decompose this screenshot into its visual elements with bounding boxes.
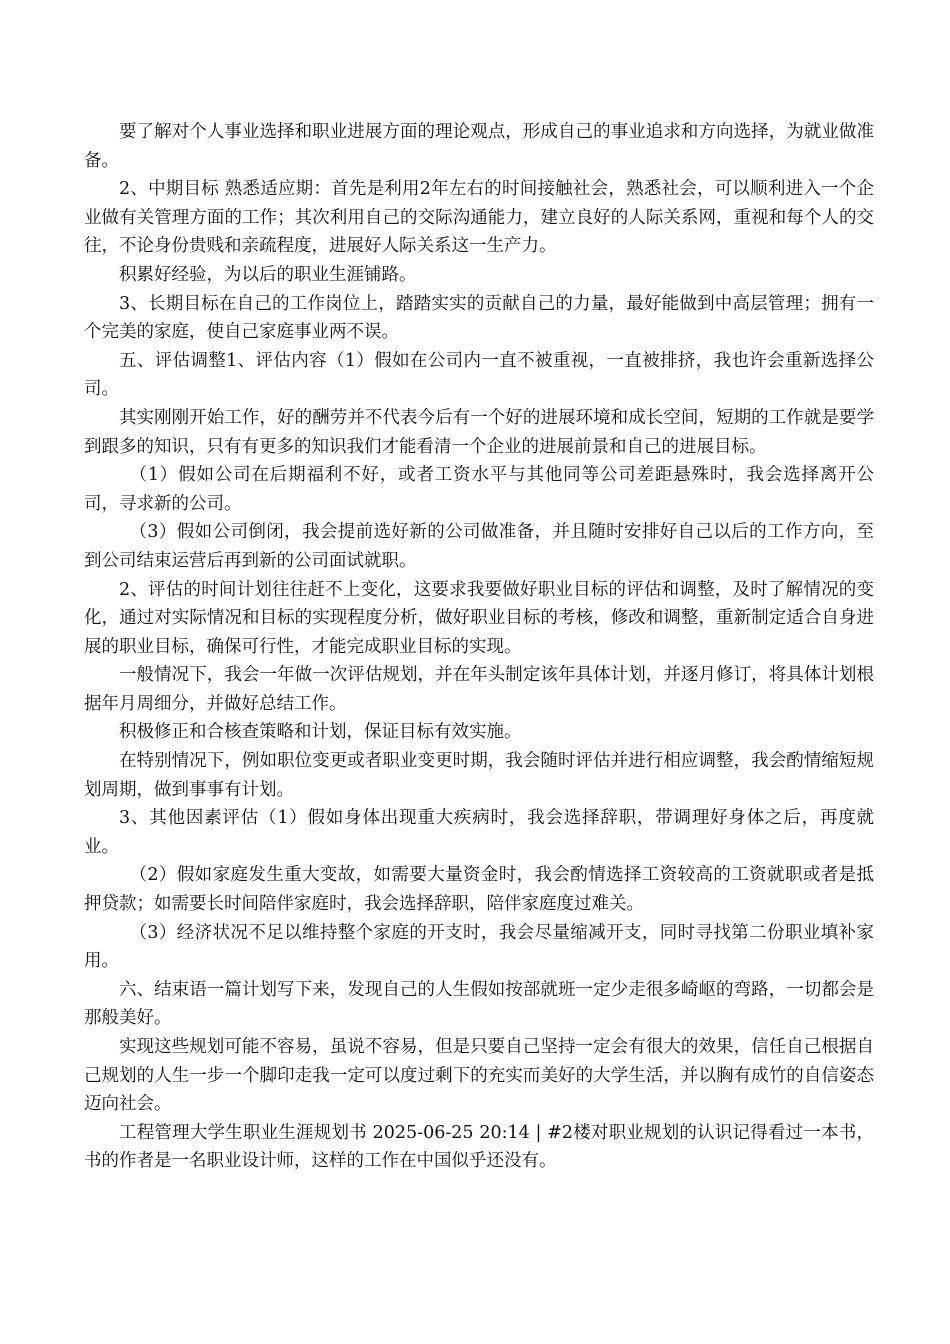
paragraph-8: （3）假如公司倒闭，我会提前选好新的公司做准备，并且随时安排好自己以后的工作方向，至到公司结束运营后再到新的公司面试就职。	[84, 522, 874, 571]
paragraph-9: 2、评估的时间计划往往赶不上变化，这要求我要做好职业目标的评估和调整，及时了解情况的变化，通过对实际情况和目标的实现程度分析，做好职业目标的考核，修改和调整，重新制定适合自身进展的职业目标，确保可行性，才能完成职业目标的实现。	[84, 579, 874, 657]
paragraph-15: （3）经济状况不足以维持整个家庭的开支时，我会尽量缩减开支，同时寻找第二份职业填补家用。	[84, 922, 874, 972]
paragraph-10: 一般情况下，我会一年做一次评估规划，并在年头制定该年具体计划，并逐月修订，将具体计划根据年月周细分，并做好总结工作。	[84, 665, 874, 714]
paragraph-16: 六、结束语一篇计划写下来，发现自己的人生假如按部就班一定少走很多崎岖的弯路，一切都会是那般美好。	[84, 979, 874, 1029]
paragraph-11: 积极修正和合核查策略和计划，保证目标有效实施。	[119, 722, 522, 743]
paragraph-3: 积累好经验，为以后的职业生涯铺路。	[119, 264, 417, 285]
paragraph-7: （1）假如公司在后期福利不好，或者工资水平与其他同等公司差距悬殊时，我会选择离开公司，寻求新的公司。	[84, 465, 874, 514]
paragraph-12: 在特别情况下，例如职位变更或者职业变更时期，我会随时评估并进行相应调整，我会酌情缩短规划周期，做到事事有计划。	[84, 751, 874, 800]
paragraph-13: 3、其他因素评估（1）假如身体出现重大疾病时，我会选择辞职，带调理好身体之后，再度就业。	[84, 808, 874, 857]
paragraph-4: 3、长期目标在自己的工作岗位上，踏踏实实的贡献自己的力量，最好能做到中高层管理；拥有一个完美的家庭，使自己家庭事业两不误。	[84, 293, 874, 343]
document-body	[84, 118, 874, 1176]
paragraph-17: 实现这些规划可能不容易，虽说不容易，但是只要自己坚持一定会有很大的效果，信任自己根据自己规划的人生一步一个脚印走我一定可以度过剩下的充实而美好的大学生活，并以胸有成竹的自信姿态迈向社会。	[84, 1037, 874, 1115]
paragraph-5: 五、评估调整1、评估内容（1）假如在公司内一直不被重视，一直被排挤，我也许会重新选择公司。	[84, 350, 874, 400]
paragraph-1: 要了解对个人事业选择和职业进展方面的理论观点，形成自己的事业追求和方向选择，为就业做准备。	[84, 122, 874, 171]
paragraph-2: 2、中期目标 熟悉适应期：首先是利用2年左右的时间接触社会，熟悉社会，可以顺利进入一个企业做有关管理方面的工作；其次利用自己的交际沟通能力，建立良好的人际关系网，重视和每个人的交往，不论身份贵贱和亲疏程度，进展好人际关系这一生产力。	[84, 179, 874, 257]
paragraph-6: 其实刚刚开始工作，好的酬劳并不代表今后有一个好的进展环境和成长空间，短期的工作就是要学到跟多的知识，只有有更多的知识我们才能看清一个企业的进展前景和自己的进展目标。	[84, 407, 874, 457]
paragraph-18: 工程管理大学生职业生涯规划书 2025-06-25 20:14 | #2楼对职业规划的认识记得看过一本书，书的作者是一名职业设计师，这样的工作在中国似乎还没有。	[84, 1122, 874, 1172]
paragraph-14: （2）假如家庭发生重大变故，如需要大量资金时，我会酌情选择工资较高的工资就职或者是抵押贷款；如需要长时间陪伴家庭时，我会选择辞职，陪伴家庭度过难关。	[84, 865, 874, 915]
